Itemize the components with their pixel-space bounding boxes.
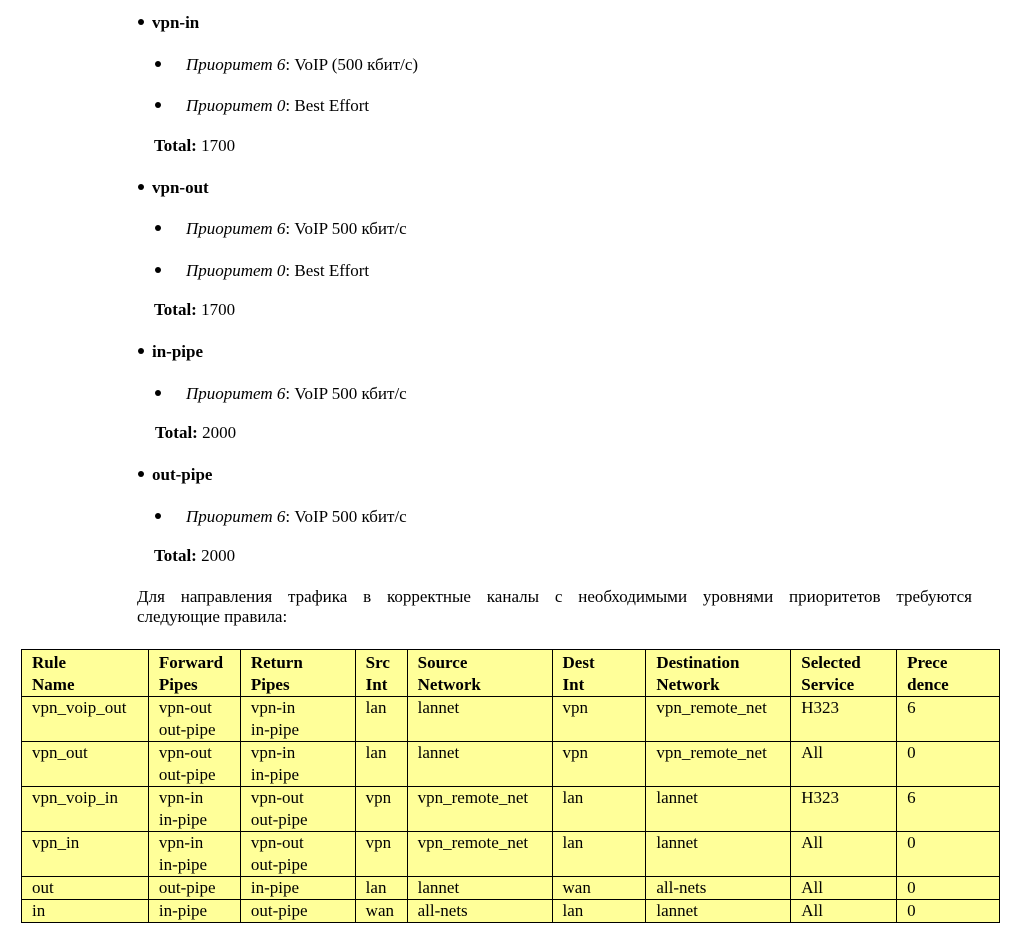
cell-text: vpn-out <box>250 788 304 807</box>
cell-text: in <box>32 901 46 920</box>
header-text: Destination <box>656 653 740 672</box>
cell-text: 0 <box>907 901 916 920</box>
bullet-icon <box>155 225 161 231</box>
table-cell <box>240 832 355 877</box>
table-cell <box>407 697 552 742</box>
cell-text: vpn-in <box>158 788 204 807</box>
header-text: Rule <box>32 653 66 672</box>
table-cell <box>148 900 240 923</box>
intro-paragraph <box>137 587 972 627</box>
column-header <box>22 650 149 697</box>
header-text: Prece <box>907 653 948 672</box>
cell-text: All <box>801 878 823 897</box>
table-cell <box>552 900 646 923</box>
total-line <box>154 300 235 320</box>
priority-desc: : Best Effort <box>285 261 370 280</box>
table-cell <box>897 742 1000 787</box>
cell-text: lan <box>562 788 584 807</box>
cell-text: vpn_voip_in <box>32 788 118 807</box>
bullet-icon <box>138 184 144 190</box>
table-cell <box>407 787 552 832</box>
cell-text: out-pipe <box>158 765 216 784</box>
cell-text: vpn_voip_out <box>32 698 127 717</box>
table-cell <box>148 787 240 832</box>
rules-table <box>21 649 1000 923</box>
cell-text: vpn_in <box>32 833 80 852</box>
cell-text: out-pipe <box>250 810 308 829</box>
cell-text: lan <box>562 833 584 852</box>
priority-desc: : VoIP 500 кбит/с <box>285 384 407 403</box>
cell-text: lannet <box>417 743 460 762</box>
cell-text: out-pipe <box>158 878 216 897</box>
table-cell <box>646 697 791 742</box>
cell-text: vpn_out <box>32 743 88 762</box>
sub-item <box>155 219 407 239</box>
table-cell <box>791 900 897 923</box>
table-cell <box>355 877 407 900</box>
cell-text: out-pipe <box>250 855 308 874</box>
table-cell <box>646 787 791 832</box>
cell-text: in-pipe <box>158 810 208 829</box>
table-cell <box>552 742 646 787</box>
header-text: dence <box>907 675 949 694</box>
header-text: Int <box>365 675 388 694</box>
total-value: 1700 <box>196 136 236 155</box>
list-item-vpn-in <box>138 13 199 33</box>
cell-text: vpn-out <box>158 743 212 762</box>
header-text: Network <box>417 675 481 694</box>
priority-desc: : VoIP 500 кбит/с <box>285 507 407 526</box>
table-cell <box>240 742 355 787</box>
cell-text: All <box>801 901 823 920</box>
priority-desc: : Best Effort <box>285 96 370 115</box>
table-row <box>22 877 1000 900</box>
column-header <box>552 650 646 697</box>
cell-text: in-pipe <box>250 765 300 784</box>
table-cell <box>148 697 240 742</box>
table-cell <box>552 877 646 900</box>
table-cell <box>646 832 791 877</box>
table-row <box>22 832 1000 877</box>
priority-desc: : VoIP (500 кбит/с) <box>285 55 419 74</box>
cell-text: 0 <box>907 878 916 897</box>
total-label: Total: <box>154 546 197 565</box>
total-line <box>154 136 235 156</box>
cell-text: vpn <box>562 698 589 717</box>
cell-text: lan <box>365 743 387 762</box>
table-cell <box>355 742 407 787</box>
total-label: Total: <box>154 300 197 319</box>
sub-item <box>155 261 369 281</box>
table-cell <box>646 742 791 787</box>
table-cell <box>897 832 1000 877</box>
header-text: Service <box>801 675 855 694</box>
cell-text: lannet <box>656 788 698 807</box>
bullet-icon <box>155 61 161 67</box>
header-text: Src <box>365 653 390 672</box>
cell-text: 0 <box>907 833 916 852</box>
table-cell <box>552 697 646 742</box>
table-row <box>22 697 1000 742</box>
table-cell <box>22 697 149 742</box>
sub-item <box>155 55 418 75</box>
header-text: Forward <box>158 653 224 672</box>
cell-text: vpn <box>365 833 392 852</box>
header-text: Name <box>32 675 75 694</box>
table-cell <box>355 787 407 832</box>
sub-item <box>155 384 407 404</box>
group-name: in-pipe <box>152 342 204 361</box>
cell-text: lan <box>365 698 387 717</box>
table-cell <box>791 832 897 877</box>
table-cell <box>407 877 552 900</box>
cell-text: lan <box>562 901 584 920</box>
cell-text: lan <box>365 878 387 897</box>
table-cell <box>148 832 240 877</box>
priority-label: Приоритет 0 <box>186 96 286 115</box>
cell-text: vpn_remote_net <box>417 833 529 852</box>
cell-text: in-pipe <box>250 878 300 897</box>
column-header <box>148 650 240 697</box>
header-text: Int <box>562 675 585 694</box>
group-name: vpn-in <box>152 13 200 32</box>
priority-label: Приоритет 6 <box>186 55 286 74</box>
cell-text: vpn-in <box>250 698 296 717</box>
cell-text: lannet <box>417 878 460 897</box>
group-name: out-pipe <box>152 465 213 484</box>
table-cell <box>22 900 149 923</box>
bullet-icon <box>138 348 144 354</box>
paragraph-line: следующие правила: <box>137 607 288 626</box>
table-cell <box>22 877 149 900</box>
cell-text: H323 <box>801 788 840 807</box>
cell-text: All <box>801 833 823 852</box>
header-row <box>22 650 1000 697</box>
priority-label: Приоритет 6 <box>186 219 286 238</box>
table-body <box>22 697 1000 923</box>
table-cell <box>897 877 1000 900</box>
table-row <box>22 787 1000 832</box>
header-text: Return <box>250 653 303 672</box>
table-cell <box>791 742 897 787</box>
cell-text: vpn_remote_net <box>656 698 767 717</box>
cell-text: All <box>801 743 823 762</box>
total-label: Total: <box>155 423 198 442</box>
cell-text: 0 <box>907 743 916 762</box>
cell-text: all-nets <box>656 878 707 897</box>
group-name: vpn-out <box>152 178 209 197</box>
bullet-icon <box>155 267 161 273</box>
cell-text: out-pipe <box>250 901 308 920</box>
table-cell <box>552 832 646 877</box>
cell-text: lannet <box>656 833 698 852</box>
list-item-out-pipe <box>138 465 212 485</box>
column-header <box>897 650 1000 697</box>
table-cell <box>355 832 407 877</box>
table-cell <box>148 877 240 900</box>
priority-desc: : VoIP 500 кбит/с <box>285 219 407 238</box>
cell-text: vpn-out <box>250 833 304 852</box>
table-cell <box>22 832 149 877</box>
header-text: Selected <box>801 653 861 672</box>
cell-text: vpn_remote_net <box>656 743 767 762</box>
cell-text: lannet <box>417 698 460 717</box>
table-cell <box>791 697 897 742</box>
table-cell <box>791 787 897 832</box>
table-header <box>22 650 1000 697</box>
cell-text: 6 <box>907 788 916 807</box>
table-cell <box>240 787 355 832</box>
priority-label: Приоритет 0 <box>186 261 286 280</box>
cell-text: vpn <box>365 788 392 807</box>
table-row <box>22 900 1000 923</box>
bullet-icon <box>138 471 144 477</box>
table-cell <box>791 877 897 900</box>
table-cell <box>22 742 149 787</box>
sub-item <box>155 507 407 527</box>
total-line <box>154 546 235 566</box>
column-header <box>240 650 355 697</box>
cell-text: 6 <box>907 698 916 717</box>
cell-text: wan <box>562 878 591 897</box>
table-cell <box>897 900 1000 923</box>
cell-text: in-pipe <box>158 855 208 874</box>
table-cell <box>22 787 149 832</box>
header-text: Pipes <box>158 675 198 694</box>
bullet-icon <box>138 19 144 25</box>
bullet-icon <box>155 102 161 108</box>
table-cell <box>407 832 552 877</box>
bullet-icon <box>155 390 161 396</box>
table-cell <box>407 742 552 787</box>
cell-text: out <box>32 878 54 897</box>
list-item-vpn-out <box>138 178 209 198</box>
table-cell <box>240 900 355 923</box>
column-header <box>791 650 897 697</box>
list-item-in-pipe <box>138 342 203 362</box>
cell-text: vpn-out <box>158 698 212 717</box>
total-value: 1700 <box>196 300 236 319</box>
table-cell <box>148 742 240 787</box>
table-cell <box>646 900 791 923</box>
priority-label: Приоритет 6 <box>186 384 286 403</box>
total-value: 2000 <box>197 423 237 442</box>
column-header <box>646 650 791 697</box>
header-text: Source <box>417 653 468 672</box>
bullet-icon <box>155 513 161 519</box>
header-text: Network <box>656 675 720 694</box>
cell-text: all-nets <box>417 901 468 920</box>
priority-label: Приоритет 6 <box>186 507 286 526</box>
cell-text: in-pipe <box>250 720 300 739</box>
cell-text: out-pipe <box>158 720 216 739</box>
table-cell <box>355 697 407 742</box>
total-line <box>155 423 236 443</box>
table-cell <box>355 900 407 923</box>
paragraph-line: Для направления трафика в корректные каналы с необходимыми уровнями приоритетов требуются <box>137 587 972 606</box>
cell-text: lannet <box>656 901 698 920</box>
table-row <box>22 742 1000 787</box>
cell-text: H323 <box>801 698 840 717</box>
table-cell <box>407 900 552 923</box>
cell-text: in-pipe <box>158 901 208 920</box>
table-cell <box>897 787 1000 832</box>
table-cell <box>897 697 1000 742</box>
cell-text: vpn-in <box>250 743 296 762</box>
cell-text: vpn-in <box>158 833 204 852</box>
table-cell <box>646 877 791 900</box>
cell-text: vpn <box>562 743 589 762</box>
cell-text: wan <box>365 901 394 920</box>
column-header <box>355 650 407 697</box>
header-text: Pipes <box>250 675 290 694</box>
total-value: 2000 <box>196 546 236 565</box>
cell-text: vpn_remote_net <box>417 788 529 807</box>
table-cell <box>240 697 355 742</box>
table-cell <box>552 787 646 832</box>
total-label: Total: <box>154 136 197 155</box>
header-text: Dest <box>562 653 595 672</box>
column-header <box>407 650 552 697</box>
sub-item <box>155 96 369 116</box>
table-cell <box>240 877 355 900</box>
